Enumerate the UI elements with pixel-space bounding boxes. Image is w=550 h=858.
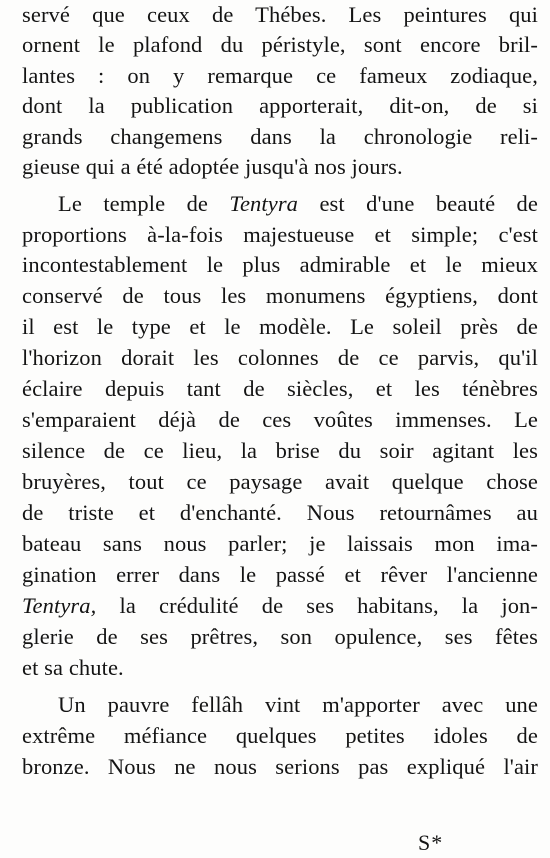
text-line: bruyères, tout ce paysage avait quelque chose (22, 469, 538, 494)
text-line: il est le type et le modèle. Le soleil près de (22, 314, 538, 339)
text-line (58, 189, 538, 219)
text-line: extrême méfiance quelques petites idoles de (22, 723, 538, 748)
text-line: gieuse qui a été adoptée jusqu'à nos jours. (22, 154, 403, 179)
text-line: s'emparaient déjà de ces voûtes immenses. Le (22, 407, 538, 432)
text-line: silence de ce lieu, la brise du soir agitant les (22, 438, 538, 463)
text-line: proportions à-la-fois majestueuse et simple; c'est (22, 222, 538, 247)
text-line: bateau sans nous parler; je laissais mon ima- (22, 531, 538, 556)
text-run: Le temple de (58, 191, 230, 216)
text-line: et sa chute. (22, 655, 124, 680)
text-line: l'horizon dorait les colonnes de ce parvis, qu'il (22, 345, 538, 370)
italic-place-name: Tentyra (229, 191, 299, 216)
text-line: conservé de tous les monumens égyptiens, dont (22, 283, 538, 308)
text-line: ornent le plafond du péristyle, sont encore bril- (22, 32, 538, 57)
text-line: gination errer dans le passé et rêver l'ancienne (22, 562, 538, 587)
text-line (22, 591, 538, 621)
text-line: bronze. Nous ne nous serions pas expliqué l'air (22, 754, 538, 779)
text-line: Un pauvre fellâh vint m'apporter avec une (58, 692, 538, 717)
text-line: de triste et d'enchanté. Nous retournâmes au (22, 500, 538, 525)
italic-place-name: Tentyra, (22, 593, 97, 618)
text-line: éclaire depuis tant de siècles, et les ténèbres (22, 376, 538, 401)
text-run: est d'une beauté de (298, 191, 538, 216)
text-line: servé que ceux de Thébes. Les peintures qui (22, 2, 538, 27)
text-line: dont la publication apporterait, dit-on, de si (22, 93, 538, 118)
text-line: incontestablement le plus admirable et le mieux (22, 252, 538, 277)
signature-mark: S* (418, 830, 444, 855)
text-line: lantes : on y remarque ce fameux zodiaque, (22, 63, 538, 88)
text-line: glerie de ses prêtres, son opulence, ses fêtes (22, 624, 538, 649)
text-line: grands changemens dans la chronologie reli- (22, 124, 538, 149)
text-run: la crédulité de ses habitans, la jon- (96, 593, 538, 618)
